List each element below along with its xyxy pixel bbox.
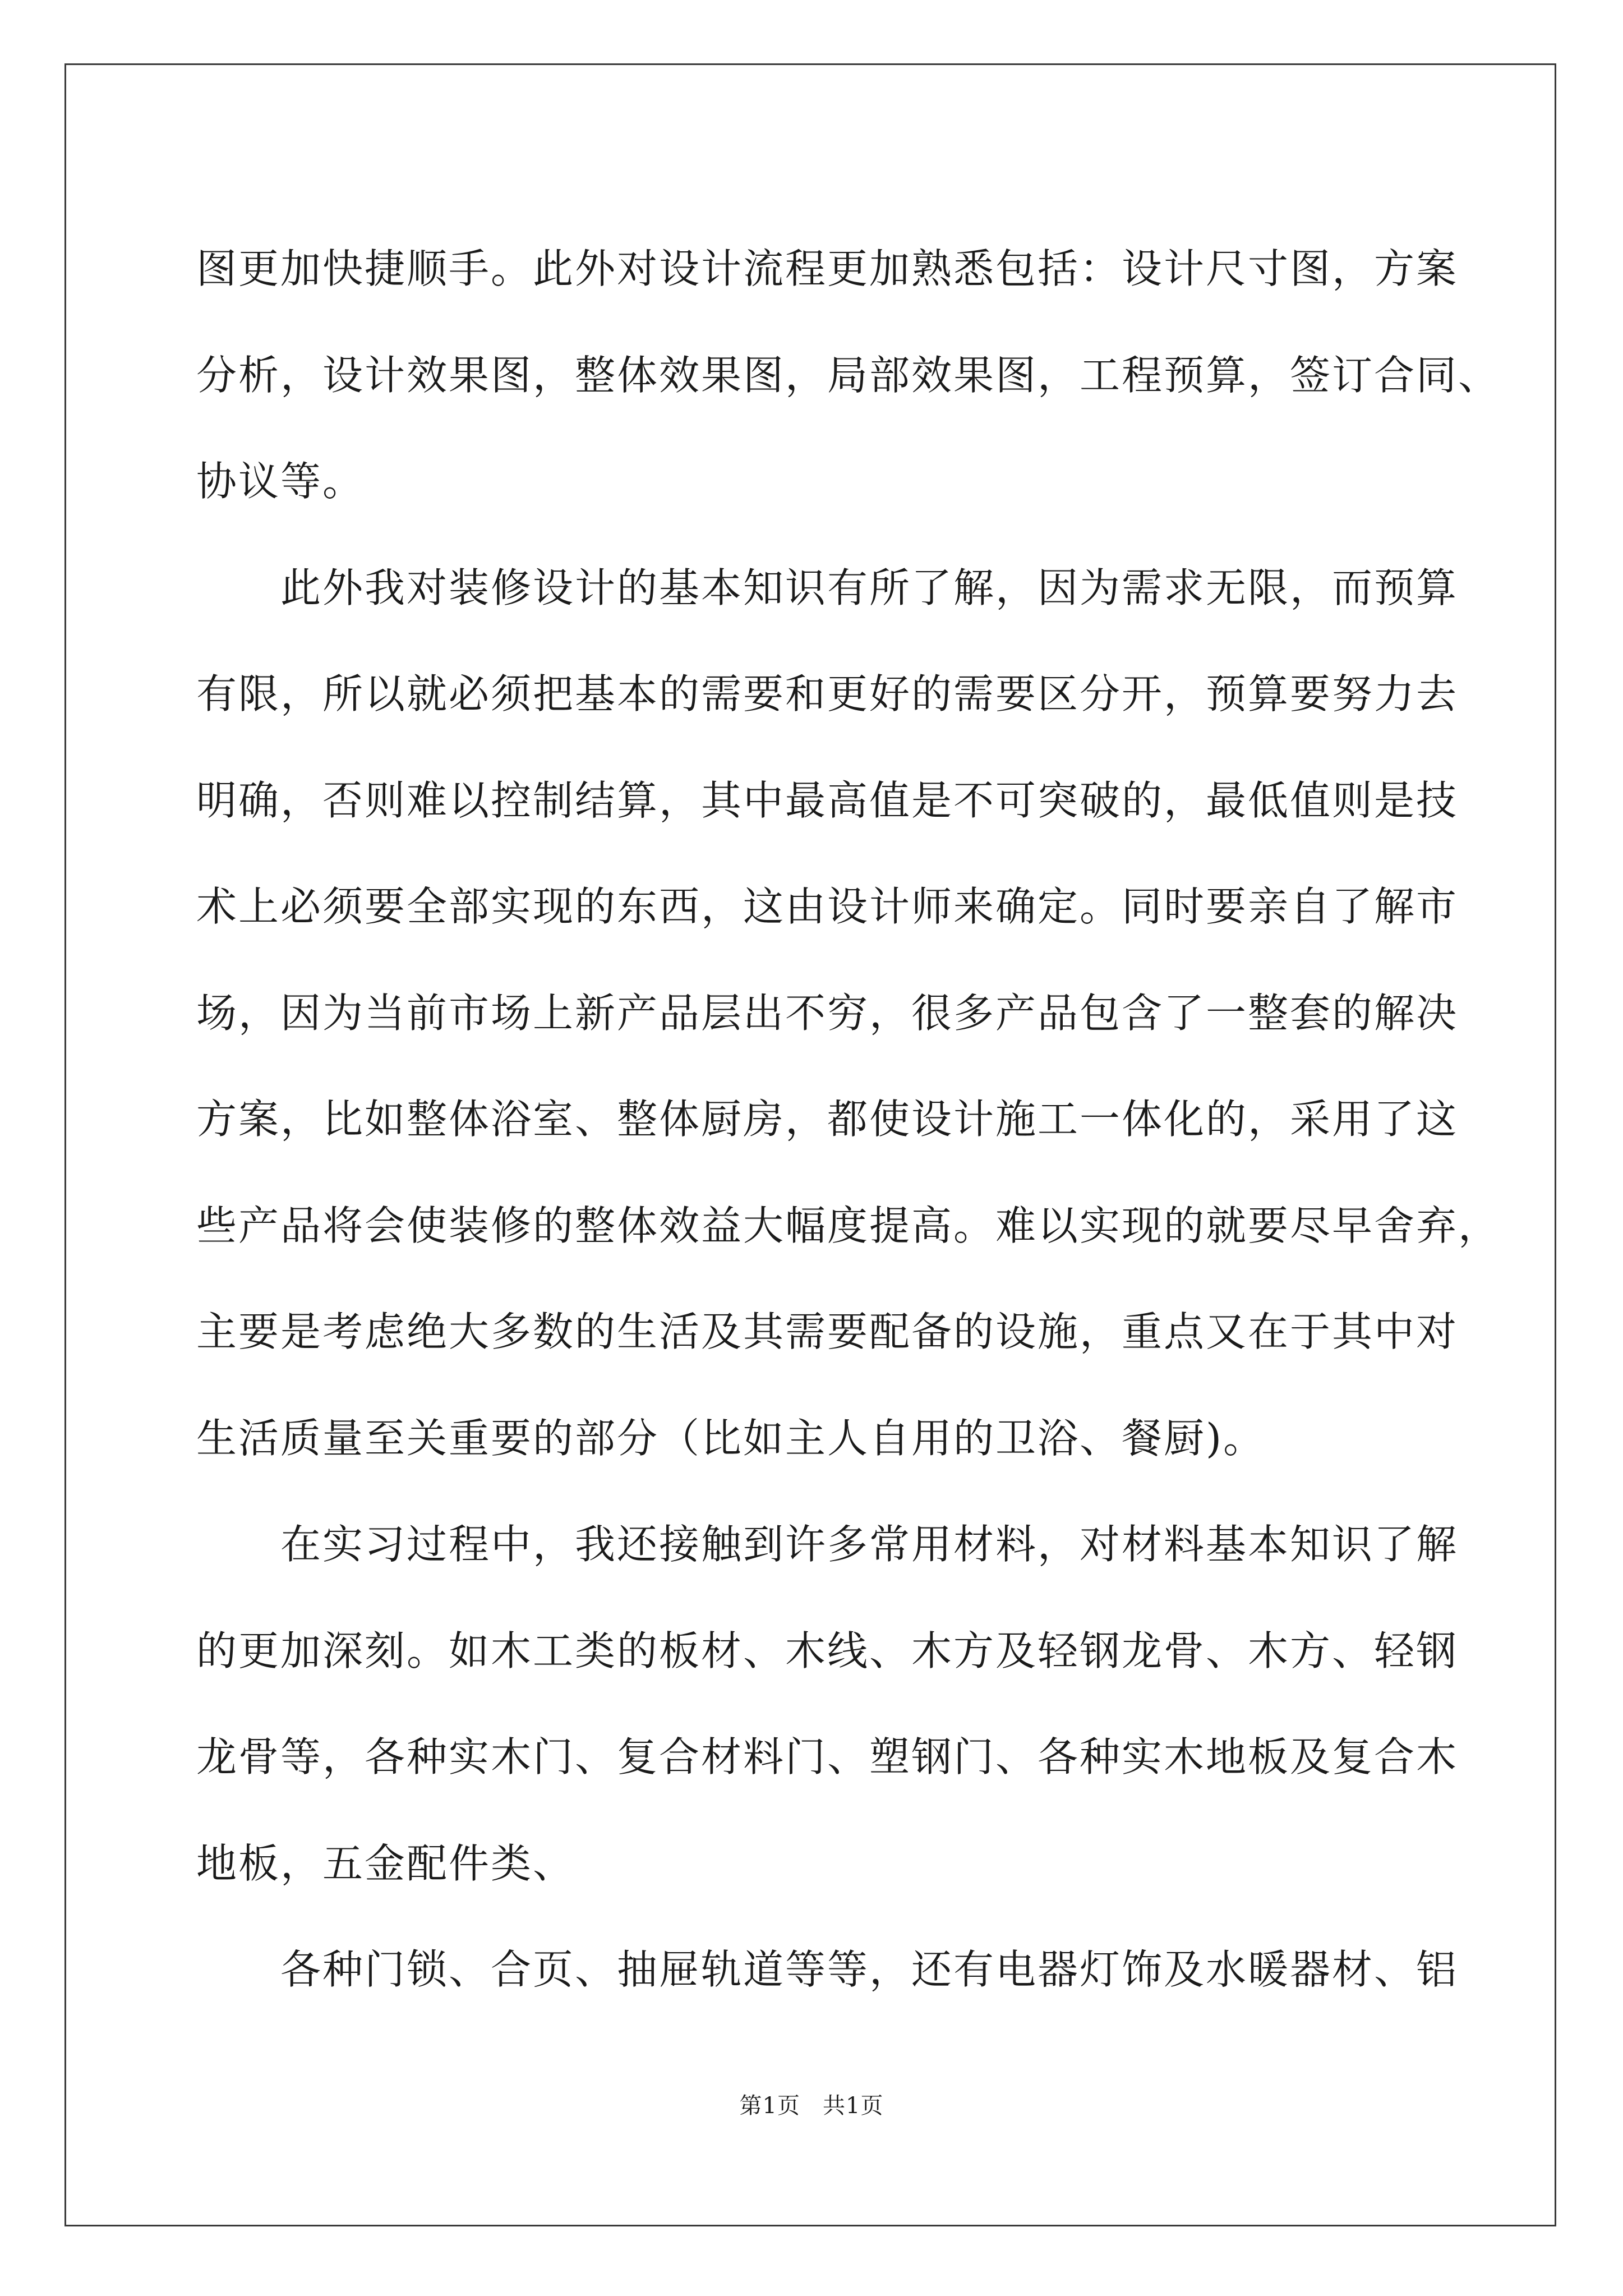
- text-line: 在实习过程中，我还接触到许多常用材料，对材料基本知识了解: [280, 1521, 1459, 1568]
- text-line: 场，因为当前市场上新产品层出不穷，很多产品包含了一整套的解决: [196, 989, 1459, 1037]
- text-line: 各种门锁、合页、抽屉轨道等等，还有电器灯饰及水暖器材、铝: [280, 1946, 1459, 1993]
- document-body: [196, 216, 1501, 2023]
- text-line: 主要是考虑绝大多数的生活及其需要配备的设施，重点又在于其中对: [196, 1308, 1459, 1355]
- page-number-total: 共1页: [823, 2093, 884, 2119]
- text-line: 地板，五金配件类、: [196, 1839, 575, 1887]
- text-line: 有限，所以就必须把基本的需要和更好的需要区分开，预算要努力去: [196, 670, 1459, 717]
- text-line: 术上必须要全部实现的东西，这由设计师来确定。同时要亲自了解市: [196, 883, 1459, 930]
- text-line: 协议等。: [196, 458, 365, 505]
- text-line: 分析，设计效果图，整体效果图，局部效果图，工程预算，签订合同、: [196, 351, 1501, 399]
- text-line: 生活质量至关重要的部分（比如主人自用的卫浴、餐厨)。: [196, 1414, 1266, 1462]
- text-line: 图更加快捷顺手。此外对设计流程更加熟悉包括：设计尺寸图，方案: [196, 245, 1459, 292]
- text-line: 方案，比如整体浴室、整体厨房，都使设计施工一体化的，采用了这: [196, 1096, 1459, 1143]
- text-line: 龙骨等，各种实木门、复合材料门、塑钢门、各种实木地板及复合木: [196, 1733, 1459, 1780]
- text-line: 的更加深刻。如木工类的板材、木线、木方及轻钢龙骨、木方、轻钢: [196, 1627, 1459, 1674]
- text-line: 此外我对装修设计的基本知识有所了解，因为需求无限，而预算: [280, 564, 1459, 611]
- text-line: 明确，否则难以控制结算，其中最高值是不可突破的，最低值则是技: [196, 776, 1459, 824]
- text-line: 些产品将会使装修的整体效益大幅度提高。难以实现的就要尽早舍弃，: [196, 1202, 1501, 1249]
- page-number-current: 第1页: [739, 2093, 800, 2119]
- page-footer: [0, 2088, 1623, 2120]
